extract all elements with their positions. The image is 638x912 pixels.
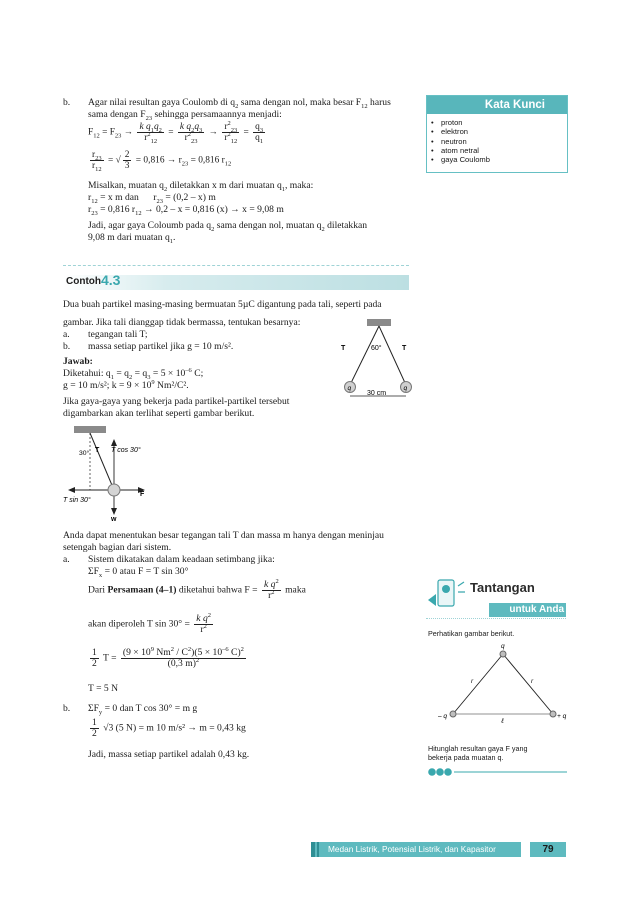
divider [63, 265, 409, 266]
contoh-a-label: a. [63, 329, 70, 340]
t-calc-equation: $\frac{1}{2}$ T = $\frac{(9 \times 10^9 Nm^2 / C^2)(5 \times 10^{-6} C)^2}{(0,3 m)^2}$ [92, 645, 244, 669]
tension-label: T [95, 447, 100, 454]
tsin-label: T sin 30° [63, 497, 91, 504]
string-left [350, 326, 379, 385]
kata-kunci-item: • neutron [441, 137, 567, 146]
string [90, 433, 114, 490]
part-b-line1: Agar nilai resultan gaya Coulomb di $q_2$ sama dengan nol, maka besar $F_{12}$ harus [88, 97, 391, 110]
final-conclusion: Jadi, massa setiap partikel adalah 0,43 kg. [88, 749, 250, 760]
akan-line: akan diperoleh T sin 30° = $\frac{k q^2}{r^2}$ [88, 611, 212, 635]
decorative-dots [427, 767, 567, 777]
charge-left [450, 711, 456, 717]
kata-kunci-list [427, 118, 567, 164]
contoh-p2: gambar. Jika tali dianggap tidak bermassa, tentukan besarnya: [63, 317, 301, 328]
sigma-fy-line: $\Sigma F_y = 0$ dan T cos 30° = m g [88, 703, 198, 716]
tantangan-divider [426, 618, 566, 619]
contoh-p3: Jika gaya-gaya yang bekerja pada partikel-partikel tersebut [63, 396, 290, 407]
charge-ball [108, 484, 120, 496]
charge-right-label: q [403, 385, 408, 392]
footer-title: Medan Listrik, Potensial Listrik, dan Kapasitor [328, 844, 496, 854]
ceiling-support [367, 319, 391, 326]
charge-right [550, 711, 556, 717]
diketahui-line: Diketahui: $q_1 = q_2 = q_3 = 5 \times 10^{-6}$ C; [63, 366, 204, 381]
kata-kunci-item: • atom netral [441, 146, 567, 155]
tantangan-question-2: bekerja pada muatan q. [428, 753, 504, 762]
icon-face [442, 585, 450, 593]
part-b-line2: sama dengan $F_{23}$ sehingga persamaannya menjadi: [88, 109, 282, 122]
tantangan-intro: Perhatikan gambar berikut. [428, 629, 515, 638]
kata-kunci-item: • gaya Coulomb [441, 155, 567, 164]
footer-strip [317, 842, 319, 857]
footer-strip [311, 842, 315, 857]
string-right [379, 326, 406, 385]
charge-top [500, 651, 506, 657]
equation-f12-f23: $F_{12} = F_{23}$ → $\frac{k q_1q_2}{r^2_{12}}$ = $\frac{k q_2q_3}{r^2_{23}}$ → $\frac{r^2_{23}}{r^2_{12}}$ = $\frac{q_3}{q_1}$ [88, 119, 264, 145]
r-right-label: r [531, 678, 534, 685]
tcos-arrowhead [111, 439, 117, 446]
page-number: 79 [530, 842, 566, 857]
dot [444, 768, 452, 776]
dari-line: Dari Persamaan (4–1) diketahui bahwa F = $\frac{k q^2}{r^2}$ maka [88, 577, 306, 601]
contoh-p4: digambarkan akan terlihat seperti gambar berikut. [63, 408, 255, 419]
solution-b-label: b. [63, 703, 71, 714]
q-top-label: q [501, 643, 505, 650]
tantangan-subtitle: untuk Anda [489, 603, 566, 617]
r12-line: $r_{12} = x$ m dan $r_{23} = (0,2 - x)$ m [88, 192, 216, 205]
contoh-b-text: massa setiap partikel jika g = 10 m/s². [88, 341, 234, 352]
force-diagram-figure [62, 422, 172, 522]
solution-a-label: a. [63, 554, 70, 565]
contoh-number: 4.3 [101, 272, 121, 288]
sigma-fx-line: $\Sigma F_x = 0$ atau F = T sin 30° [88, 566, 189, 579]
angle-label: 60° [371, 345, 382, 352]
r23-line: $r_{23} = 0,816$ $r_{12} \to 0,2 - x = 0,816$ (x) → x = 9,08 m [88, 204, 284, 217]
dot [428, 768, 436, 776]
kata-kunci-box [426, 95, 568, 173]
tension-right-label: T [402, 345, 407, 352]
triangle-charges-figure [438, 642, 568, 726]
ceiling-support [74, 426, 106, 433]
t-result: T = 5 N [88, 683, 119, 694]
angle-label: 30° [79, 450, 90, 457]
icon-rays [458, 582, 465, 592]
kata-kunci-item: • proton [441, 118, 567, 127]
weight-label: w [111, 516, 117, 522]
contoh-b-label: b. [63, 341, 71, 352]
q-right-label: + q [557, 713, 567, 720]
weight-arrowhead [111, 508, 117, 515]
tantangan-icon [424, 576, 468, 616]
tension-left-label: T [341, 345, 346, 352]
g-line: g = 10 m/s²; $k = 9 \times 10^9$ Nm²/C². [63, 378, 189, 391]
contoh-header [63, 272, 409, 290]
distance-label: 30 cm [367, 390, 387, 397]
contoh-p5: Anda dapat menentukan besar tegangan tali T dan massa m hanya dengan meninjau [63, 530, 384, 541]
contoh-label: Contoh [66, 276, 101, 287]
solution-a-text: Sistem dikatakan dalam keadaan setimbang jika: [88, 554, 275, 565]
tsin-arrowhead [68, 487, 75, 493]
kata-kunci-title: Kata Kunci [427, 96, 567, 114]
misalkan-line: Misalkan, muatan $q_2$ diletakkan x m dari muatan $q_1$, maka: [88, 180, 314, 193]
length-label: ℓ [501, 717, 504, 725]
contoh-p1: Dua buah partikel masing-masing bermuatan 5µC digantung pada tali, seperti pada [63, 299, 382, 310]
tcos-label: T cos 30° [111, 447, 141, 454]
conclusion-line2: 9,08 m dari muatan $q_1$. [88, 232, 176, 245]
conclusion-line1: Jadi, agar gaya Coloumb pada $q_2$ sama dengan nol, muatan $q_2$ diletakkan [88, 220, 368, 233]
m-calc-equation: $\frac{1}{2}$ √3 (5 N) = m 10 m/s² → m = 0,43 kg [92, 717, 246, 739]
part-b-label: b. [63, 97, 71, 108]
kata-kunci-item: • elektron [441, 127, 567, 136]
contoh-a-text: tegangan tali T; [88, 329, 148, 340]
side-right [503, 654, 553, 714]
tantangan-question-1: Hitunglah resultan gaya F yang [428, 744, 528, 753]
side-left [453, 654, 503, 714]
hanging-charges-figure [340, 318, 418, 402]
tantangan-title: Tantangan [470, 580, 535, 595]
dot [436, 768, 444, 776]
charge-left-label: q [347, 385, 352, 392]
jawab-label: Jawab: [63, 356, 93, 367]
q-left-label: – q [438, 713, 448, 720]
icon-arrow [428, 594, 436, 606]
r-left-label: r [471, 678, 474, 685]
equation-ratio: $\frac{r_{23}}{r_{12}}$ = √ $\frac{2}{3}$ = $0,816 \to r_{23} = 0,816$ $r_{12}$ [92, 150, 232, 173]
force-label: F [140, 491, 145, 498]
contoh-p6: setengah bagian dari sistem. [63, 542, 172, 553]
